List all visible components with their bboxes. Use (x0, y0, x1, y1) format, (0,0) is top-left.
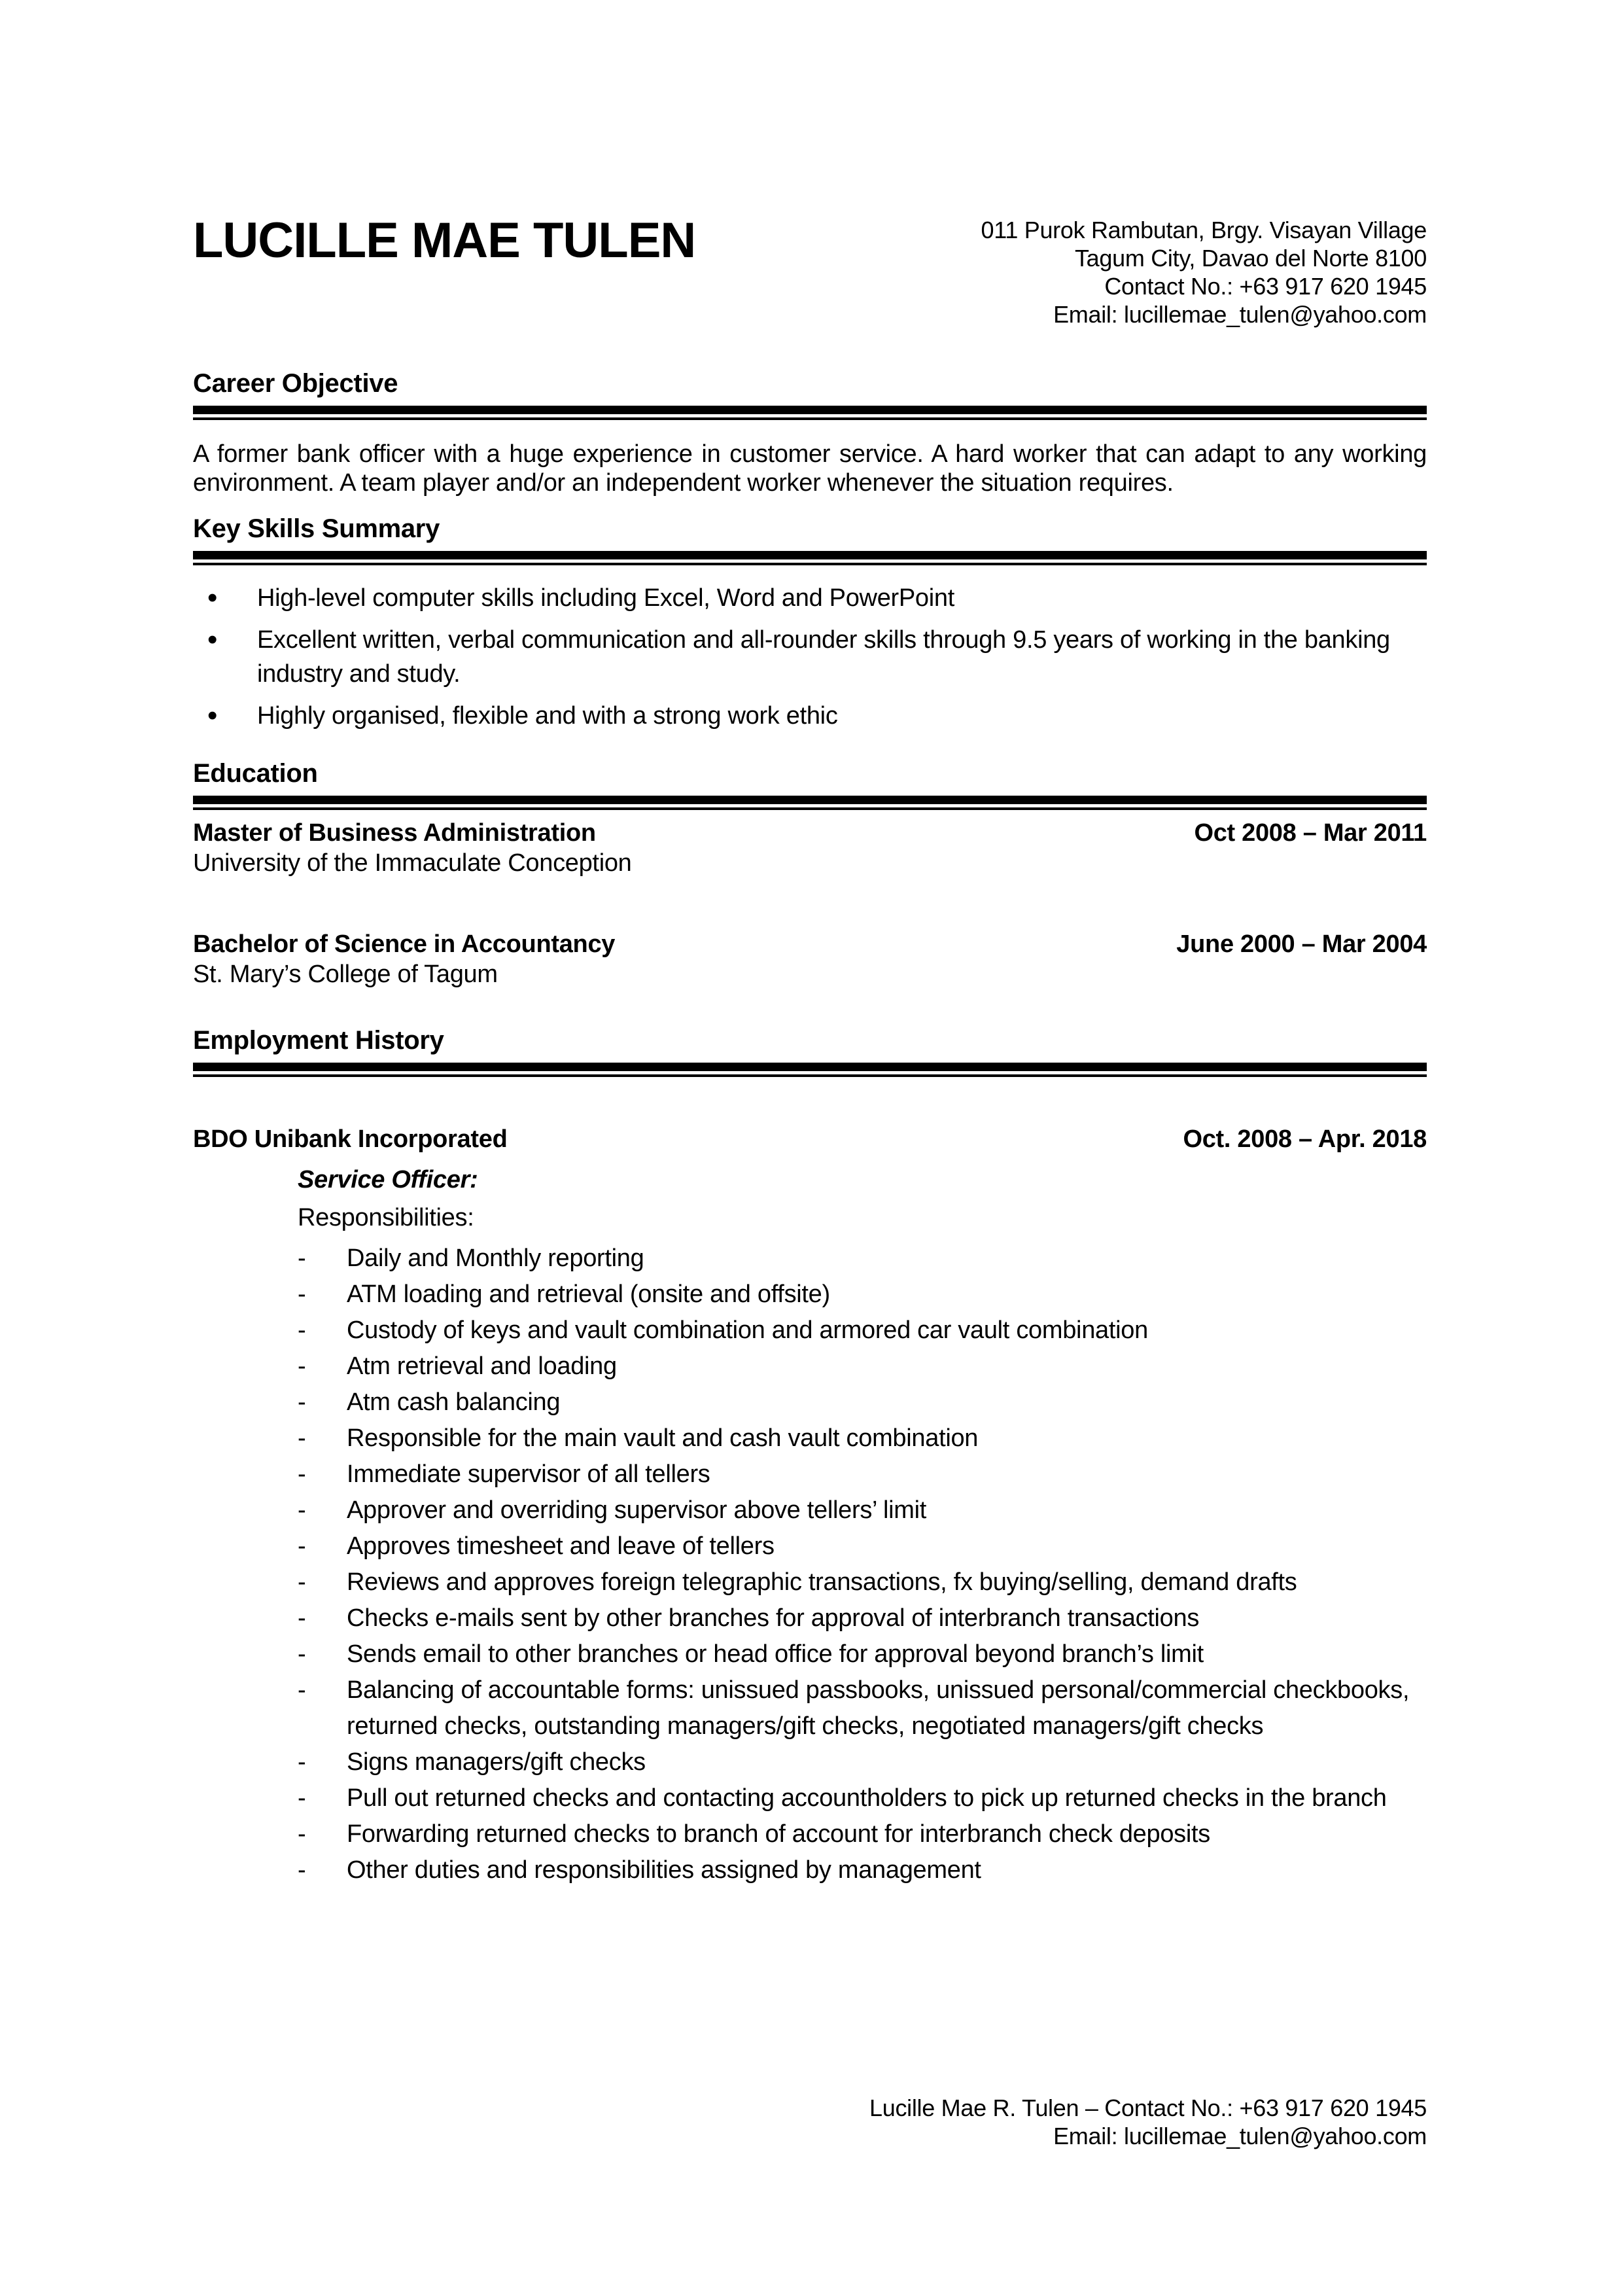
key-skill-item: • Excellent written, verbal communication and all-rounder skills through 9.5 years of working in the banking industry and study. (193, 623, 1427, 691)
responsibility-item: - Pull out returned checks and contacting accountholders to pick up returned checks in the branch (193, 1780, 1427, 1816)
responsibility-item: - Signs managers/gift checks (193, 1744, 1427, 1780)
responsibility-item: - Daily and Monthly reporting (193, 1241, 1427, 1277)
responsibility-item: - Reviews and approves foreign telegraphic transactions, fx buying/selling, demand drafts (193, 1564, 1427, 1600)
header (193, 213, 1427, 328)
contact-block (981, 216, 1427, 328)
section-divider (193, 796, 1427, 810)
degree-dates: June 2000 – Mar 2004 (1176, 930, 1427, 958)
degree-name: Master of Business Administration (193, 819, 596, 847)
footer-contact-line: Lucille Mae R. Tulen – Contact No.: +63 917 620 1945 (869, 2094, 1427, 2121)
section-key-skills (193, 514, 1427, 733)
responsibility-item: - Approves timesheet and leave of tellers (193, 1528, 1427, 1564)
address-line-1: 011 Purok Rambutan, Brgy. Visayan Village (981, 217, 1427, 243)
responsibility-item: - Checks e-mails sent by other branches for approval of interbranch transactions (193, 1600, 1427, 1636)
education-entry (193, 818, 1427, 848)
employment-entry (193, 1124, 1427, 1154)
footer-email-line: Email: lucillemae_tulen@yahoo.com (1053, 2123, 1427, 2149)
section-divider (193, 551, 1427, 565)
responsibility-item: - Custody of keys and vault combination and armored car vault combination (193, 1313, 1427, 1349)
education-entry (193, 929, 1427, 959)
responsibilities-label: Responsibilities: (298, 1204, 474, 1231)
school-name: University of the Immaculate Conception (193, 849, 632, 877)
candidate-name: LUCILLE MAE TULEN (193, 213, 696, 268)
employment-history-title: Employment History (193, 1026, 444, 1055)
responsibility-item: - Balancing of accountable forms: unissued passbooks, unissued personal/commercial checkbooks, returned checks, outstanding managers/gift checks, negotiated managers/gift checks (193, 1672, 1427, 1744)
responsibility-item: - Responsible for the main vault and cash vault combination (193, 1421, 1427, 1457)
responsibility-item: - Immediate supervisor of all tellers (193, 1457, 1427, 1492)
company-name: BDO Unibank Incorporated (193, 1125, 508, 1153)
section-education (193, 759, 1427, 989)
footer (869, 2094, 1427, 2150)
address-line-2: Tagum City, Davao del Norte 8100 (1074, 245, 1427, 272)
career-objective-text: A former bank officer with a huge experience in customer service. A hard worker that can adapt to any working environment. A team player and/or an independent worker whenever the situation requires. (193, 440, 1427, 497)
career-objective-title: Career Objective (193, 369, 398, 398)
responsibility-item: - Atm cash balancing (193, 1385, 1427, 1421)
responsibility-item: - Atm retrieval and loading (193, 1349, 1427, 1385)
key-skill-item: • Highly organised, flexible and with a strong work ethic (193, 699, 1427, 733)
email-address: Email: lucillemae_tulen@yahoo.com (1053, 301, 1427, 328)
school-name: St. Mary’s College of Tagum (193, 961, 498, 988)
responsibility-item: - ATM loading and retrieval (onsite and offsite) (193, 1277, 1427, 1313)
section-divider (193, 1063, 1427, 1077)
section-employment-history (193, 1026, 1427, 1888)
responsibilities-list (193, 1241, 1427, 1888)
responsibility-item: - Sends email to other branches or head office for approval beyond branch’s limit (193, 1636, 1427, 1672)
responsibility-item: - Forwarding returned checks to branch of account for interbranch check deposits (193, 1816, 1427, 1852)
degree-name: Bachelor of Science in Accountancy (193, 930, 616, 958)
employment-dates: Oct. 2008 – Apr. 2018 (1183, 1125, 1427, 1153)
contact-number: Contact No.: +63 917 620 1945 (1104, 273, 1427, 300)
job-title: Service Officer: (298, 1166, 478, 1193)
education-title: Education (193, 759, 318, 788)
key-skills-list (193, 581, 1427, 733)
responsibility-item: - Approver and overriding supervisor above tellers’ limit (193, 1492, 1427, 1528)
section-career-objective (193, 369, 1427, 497)
key-skill-item: • High-level computer skills including Excel, Word and PowerPoint (193, 581, 1427, 615)
section-divider (193, 406, 1427, 420)
responsibility-item: - Other duties and responsibilities assigned by management (193, 1852, 1427, 1888)
key-skills-title: Key Skills Summary (193, 514, 440, 543)
degree-dates: Oct 2008 – Mar 2011 (1194, 819, 1427, 847)
